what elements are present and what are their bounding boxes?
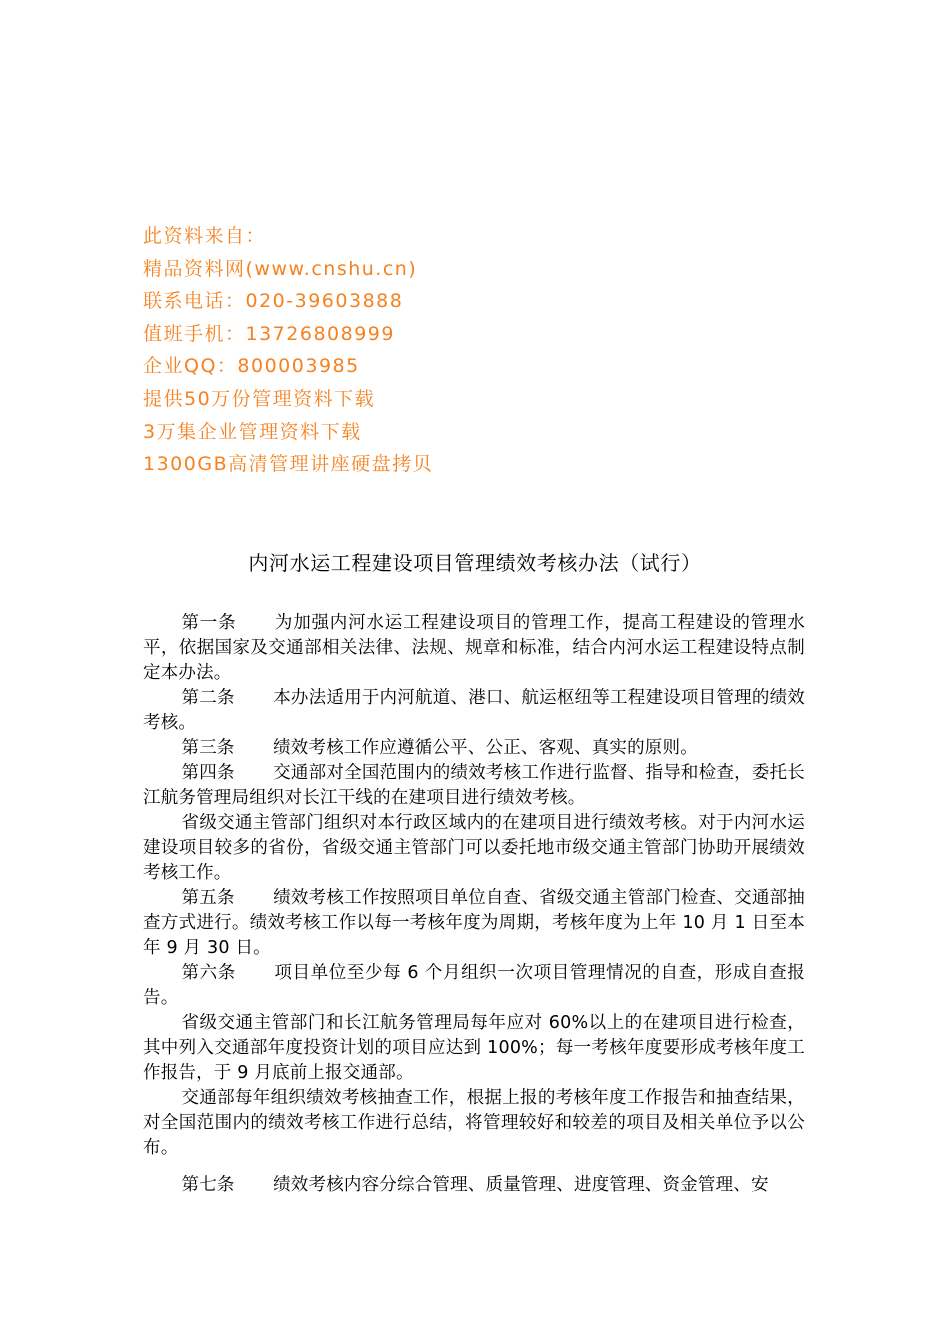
document-title: 内河水运工程建设项目管理绩效考核办法（试行） xyxy=(248,551,702,575)
article-label: 第七条 xyxy=(181,1175,235,1195)
article-text: 绩效考核工作按照项目单位自查、省级交通主管部门检查、交通部抽查方式进行。绩效考核工作以每一考核年度为周期，考核年度为上年 10 月 1 日至本年 9 月 30 日。 xyxy=(143,888,805,958)
article-1 xyxy=(143,611,805,686)
paragraph-text: 省级交通主管部门和长江航务管理局每年应对 60%以上的在建项目进行检查，其中列入交通部年度投资计划的项目应达到 100%；每一考核年度要形成考核年度工作报告，于 9 月底前上报交通部。 xyxy=(143,1013,805,1083)
qq-line: 企业QQ：800003985 xyxy=(143,355,360,378)
article-6-continued-2 xyxy=(143,1086,805,1161)
mobile-line: 值班手机：13726808999 xyxy=(143,322,395,345)
paragraph-text: 交通部每年组织绩效考核抽查工作，根据上报的考核年度工作报告和抽查结果，对全国范围内的绩效考核工作进行总结，将管理较好和较差的项目及相关单位予以公布。 xyxy=(143,1088,805,1158)
article-label: 第一条 xyxy=(181,613,237,633)
article-label: 第六条 xyxy=(181,963,236,983)
article-text: 本办法适用于内河航道、港口、航运枢纽等工程建设项目管理的绩效考核。 xyxy=(143,688,805,733)
article-6-continued-1 xyxy=(143,1011,805,1086)
article-label: 第五条 xyxy=(181,888,235,908)
article-3 xyxy=(143,736,805,761)
article-6 xyxy=(143,961,805,1011)
offer-line-1: 提供50万份管理资料下载 xyxy=(143,387,376,410)
paragraph-text: 省级交通主管部门组织对本行政区域内的在建项目进行绩效考核。对于内河水运建设项目较多的省份，省级交通主管部门可以委托地市级交通主管部门协助开展绩效考核工作。 xyxy=(143,813,805,883)
article-text: 交通部对全国范围内的绩效考核工作进行监督、指导和检查，委托长江航务管理局组织对长江干线的在建项目进行绩效考核。 xyxy=(143,763,805,808)
article-5 xyxy=(143,886,805,961)
source-info-block xyxy=(143,220,643,481)
article-4 xyxy=(143,761,805,811)
article-label: 第二条 xyxy=(181,688,235,708)
article-label: 第三条 xyxy=(181,738,235,758)
article-2 xyxy=(143,686,805,736)
source-line: 此资料来自： xyxy=(143,225,267,247)
website-line: 精品资料网(www.cnshu.cn) xyxy=(143,257,418,280)
phone-line: 联系电话：020-39603888 xyxy=(143,290,404,313)
article-text: 为加强内河水运工程建设项目的管理工作，提高工程建设的管理水平，依据国家及交通部相关法律、法规、规章和标准，结合内河水运工程建设特点制定本办法。 xyxy=(143,613,805,683)
article-4-continued xyxy=(143,811,805,886)
article-text: 绩效考核内容分综合管理、质量管理、进度管理、资金管理、安 xyxy=(273,1175,769,1195)
article-text: 项目单位至少每 6 个月组织一次项目管理情况的自查，形成自查报告。 xyxy=(143,963,805,1008)
offer-line-2: 3万集企业管理资料下载 xyxy=(143,420,362,443)
article-text: 绩效考核工作应遵循公平、公正、客观、真实的原则。 xyxy=(273,738,698,758)
article-7 xyxy=(143,1173,805,1198)
offer-line-3: 1300GB高清管理讲座硬盘拷贝 xyxy=(143,453,434,476)
document-body xyxy=(143,611,805,1198)
article-label: 第四条 xyxy=(181,763,235,783)
